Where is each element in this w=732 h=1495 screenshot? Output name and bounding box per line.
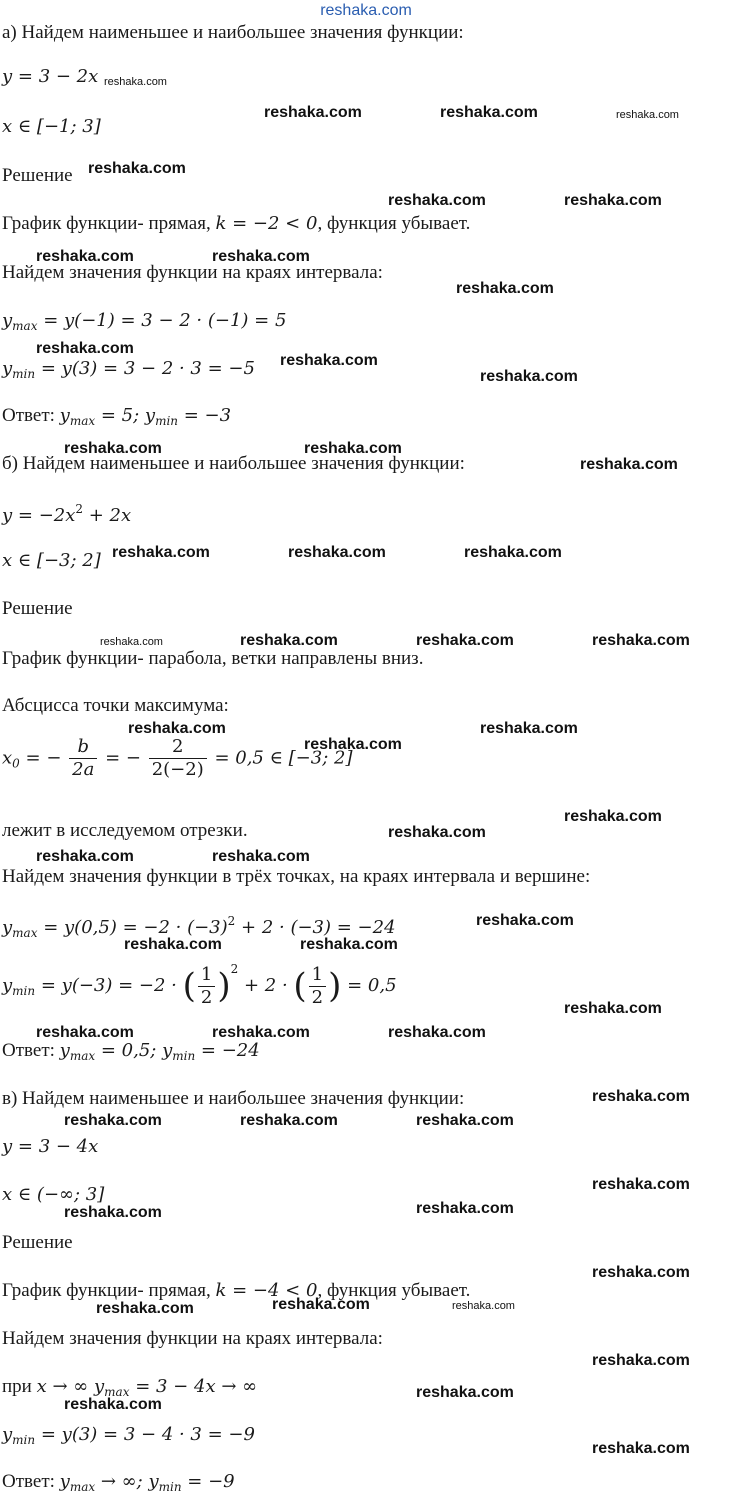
part-b-x0-eq: $x_0$ = − $\frac{b}{2a}$ = − $\frac{2}{2(-2)}$ = 0,5 ∈ [−3; 2]	[2, 736, 353, 780]
part-b-lies-text: лежит в исследуемом отрезки.	[2, 820, 248, 841]
watermark: reshaka.com	[36, 340, 134, 357]
part-b-heading: б) Найдем наименьшее и наибольшее значения функции:	[2, 453, 465, 474]
watermark: reshaka.com	[388, 192, 486, 209]
part-b-three-points-text: Найдем значения функции в трёх точках, на краях интервала и вершине:	[2, 866, 591, 887]
part-a-function: y = 3 − 2x	[2, 66, 99, 87]
watermark: reshaka.com	[212, 1024, 310, 1041]
watermark: reshaka.com	[416, 1112, 514, 1129]
fraction-b-over-2a: $\frac{b}{2a}$	[69, 736, 97, 781]
watermark: reshaka.com	[212, 848, 310, 865]
part-b-solution-label: Решение	[2, 598, 73, 619]
part-a-heading: а) Найдем наименьшее и наибольшее значения функции:	[2, 22, 464, 43]
part-b-graph-text: График функции- парабола, ветки направлены вниз.	[2, 648, 424, 669]
watermark: reshaka.com	[416, 632, 514, 649]
watermark: reshaka.com	[36, 1024, 134, 1041]
watermark: reshaka.com	[476, 912, 574, 929]
watermark: reshaka.com	[304, 440, 402, 457]
part-a-ymax-eq: $y_{max} = y(-1) = 3 - 2 \cdot (-1) = 5$	[2, 310, 287, 333]
watermark: reshaka.com	[592, 1440, 690, 1457]
watermark: reshaka.com	[104, 76, 167, 88]
watermark: reshaka.com	[416, 1384, 514, 1401]
watermark: reshaka.com	[592, 1176, 690, 1193]
part-c-ymin-eq: $y_{min} = y(3) = 3 - 4 \cdot 3 = -9$	[2, 1424, 255, 1447]
part-c-pri-eq: при x → ∞ $y_{max} = 3 - 4x$ → ∞	[2, 1376, 258, 1399]
part-b-abscissa-text: Абсцисса точки максимума:	[2, 695, 229, 716]
watermark: reshaka.com	[416, 1200, 514, 1217]
watermark: reshaka.com	[592, 1088, 690, 1105]
watermark: reshaka.com	[580, 456, 678, 473]
watermark: reshaka.com	[616, 109, 679, 121]
watermark: reshaka.com	[64, 1396, 162, 1413]
part-c-graph-text: График функции- прямая, k = −4 < 0, функция убывает.	[2, 1280, 471, 1301]
fraction-1-over-2-b: $\frac{1}{2}$	[309, 964, 326, 1009]
watermark: reshaka.com	[240, 1112, 338, 1129]
watermark: reshaka.com	[212, 248, 310, 265]
part-c-domain: x ∈ (−∞; 3]	[2, 1184, 105, 1205]
watermark: reshaka.com	[88, 160, 186, 177]
watermark: reshaka.com	[240, 632, 338, 649]
part-a-domain: x ∈ [−1; 3]	[2, 116, 101, 137]
watermark: reshaka.com	[464, 544, 562, 561]
part-b-ymax-eq: $y_{max} = y(0,5) = -2 \cdot (-3)^2 + 2 \cdot (-3) = -24$	[2, 914, 396, 940]
fraction-2-over-2m2: $\frac{2}{2(-2)}$	[149, 736, 207, 781]
part-a-graph-text: График функции- прямая, k = −2 < 0, функция убывает.	[2, 213, 471, 234]
watermark: reshaka.com	[440, 104, 538, 121]
watermark: reshaka.com	[456, 280, 554, 297]
watermark: reshaka.com	[564, 808, 662, 825]
part-c-function: y = 3 − 4x	[2, 1136, 99, 1157]
watermark: reshaka.com	[288, 544, 386, 561]
watermark: reshaka.com	[592, 1352, 690, 1369]
watermark: reshaka.com	[388, 824, 486, 841]
watermark: reshaka.com	[564, 192, 662, 209]
part-a-ymin-eq: $y_{min} = y(3) = 3 - 2 \cdot 3 = -5$	[2, 358, 255, 381]
watermark: reshaka.com	[480, 368, 578, 385]
watermark: reshaka.com	[452, 1300, 515, 1312]
watermark: reshaka.com	[592, 1264, 690, 1281]
watermark: reshaka.com	[36, 848, 134, 865]
watermark: reshaka.com	[64, 440, 162, 457]
part-b-function: $y = -2x^2 + 2x$	[2, 502, 132, 526]
watermark: reshaka.com	[64, 1112, 162, 1129]
watermark: reshaka.com	[300, 936, 398, 953]
part-b-domain: x ∈ [−3; 2]	[2, 550, 101, 571]
watermark: reshaka.com	[304, 736, 402, 753]
watermark: reshaka.com	[564, 1000, 662, 1017]
part-a-solution-label: Решение	[2, 165, 73, 186]
part-c-solution-label: Решение	[2, 1232, 73, 1253]
watermark: reshaka.com	[112, 544, 210, 561]
watermark: reshaka.com	[264, 104, 362, 121]
watermark: reshaka.com	[128, 720, 226, 737]
watermark: reshaka.com	[592, 632, 690, 649]
part-b-ymin-eq: $y_{min} = y(-3) = -2$ · ( $\frac{1}{2}$ )$^2$ + 2 · ( $\frac{1}{2}$ ) = 0,5	[2, 962, 397, 1008]
watermark: reshaka.com	[36, 248, 134, 265]
site-watermark-top[interactable]: reshaka.com	[320, 2, 412, 19]
fraction-1-over-2-a: $\frac{1}{2}$	[198, 964, 215, 1009]
part-b-answer: Ответ: $y_{max} = 0,5$; $y_{min} = -24$	[2, 1040, 260, 1063]
watermark: reshaka.com	[480, 720, 578, 737]
watermark: reshaka.com	[280, 352, 378, 369]
part-a-edges-text: Найдем значения функции на краях интервала:	[2, 262, 383, 283]
part-c-answer: Ответ: $y_{max}$ → ∞; $y_{min} = -9$	[2, 1471, 235, 1494]
part-c-heading: в) Найдем наименьшее и наибольшее значения функции:	[2, 1088, 465, 1109]
watermark: reshaka.com	[388, 1024, 486, 1041]
watermark: reshaka.com	[64, 1204, 162, 1221]
watermark: reshaka.com	[272, 1296, 370, 1313]
watermark: reshaka.com	[124, 936, 222, 953]
part-a-answer: Ответ: $y_{max} = 5$; $y_{min} = -3$	[2, 405, 232, 428]
part-c-edges-text: Найдем значения функции на краях интервала:	[2, 1328, 383, 1349]
watermark: reshaka.com	[96, 1300, 194, 1317]
watermark: reshaka.com	[100, 636, 163, 648]
